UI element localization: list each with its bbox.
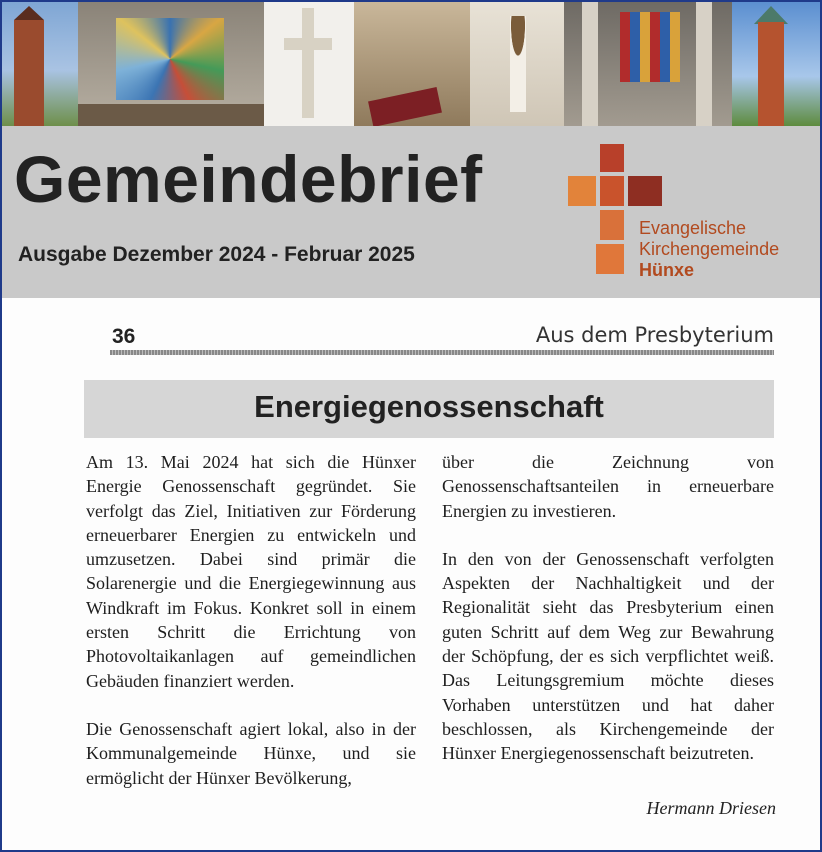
issue-line: Ausgabe Dezember 2024 - Februar 2025 bbox=[18, 243, 415, 266]
photo-strip bbox=[2, 2, 820, 126]
article-paragraph: Am 13. Mai 2024 hat sich die Hünxer Energie Genossenschaft gegründet. Sie verfolgt das Ziel, Initiativen zur Förderung erneuerbarer Energien zu entwickeln und umzusetzen. Dabei sind primär die Solarenergie und die Energiegewinnung aus Windkraft im Fokus. Konkret soll in einem ersten Schritt die Errichtung von Photovoltaikanlagen auf gemeindlichen Gebäuden finanziert werden. bbox=[86, 452, 416, 691]
cross-photo bbox=[264, 2, 354, 126]
newsletter-title: Gemeindebrief bbox=[14, 142, 483, 216]
church-exterior-photo bbox=[732, 2, 820, 126]
section-title: Aus dem Presbyterium bbox=[535, 323, 774, 347]
article-headline: Energiegenossenschaft bbox=[254, 389, 604, 424]
article-author: Hermann Driesen bbox=[646, 798, 776, 818]
church-name: Evangelische Kirchengemeinde Hünxe bbox=[639, 218, 780, 280]
bible-photo bbox=[354, 2, 470, 126]
church-interior-photo bbox=[564, 2, 732, 126]
article-column-right bbox=[442, 450, 774, 766]
church-tower-photo bbox=[2, 2, 78, 126]
article-paragraph: In den von der Genossenschaft verfolgten Aspekten der Nachhaltigkeit und der Regionalität sieht das Presbyterium einen guten Schritt auf dem Weg zur Bewahrung der Schöpfung, der es sich verpflichtet weiß. Das Leitungsgremium möchte dieses Vorhaben unterstützen und hat daher beschlossen, als Kirchengemeinde der Hünxer Energiegenossenschaft beizutreten. bbox=[442, 548, 774, 764]
article-paragraph: über die Zeichnung von Genossenschaftsanteilen in erneuerbare Energien zu investieren. bbox=[442, 452, 774, 521]
article-column-left bbox=[86, 450, 416, 790]
section-divider bbox=[110, 350, 774, 355]
baptismal-font-photo bbox=[470, 2, 564, 126]
page-number: 36 bbox=[112, 325, 136, 348]
article-paragraph: Die Genossenschaft agiert lokal, also in der Kommunalgemeinde Hünxe, und sie ermöglicht der Hünxer Bevölkerung, bbox=[86, 718, 416, 788]
stained-glass-photo bbox=[78, 2, 264, 126]
